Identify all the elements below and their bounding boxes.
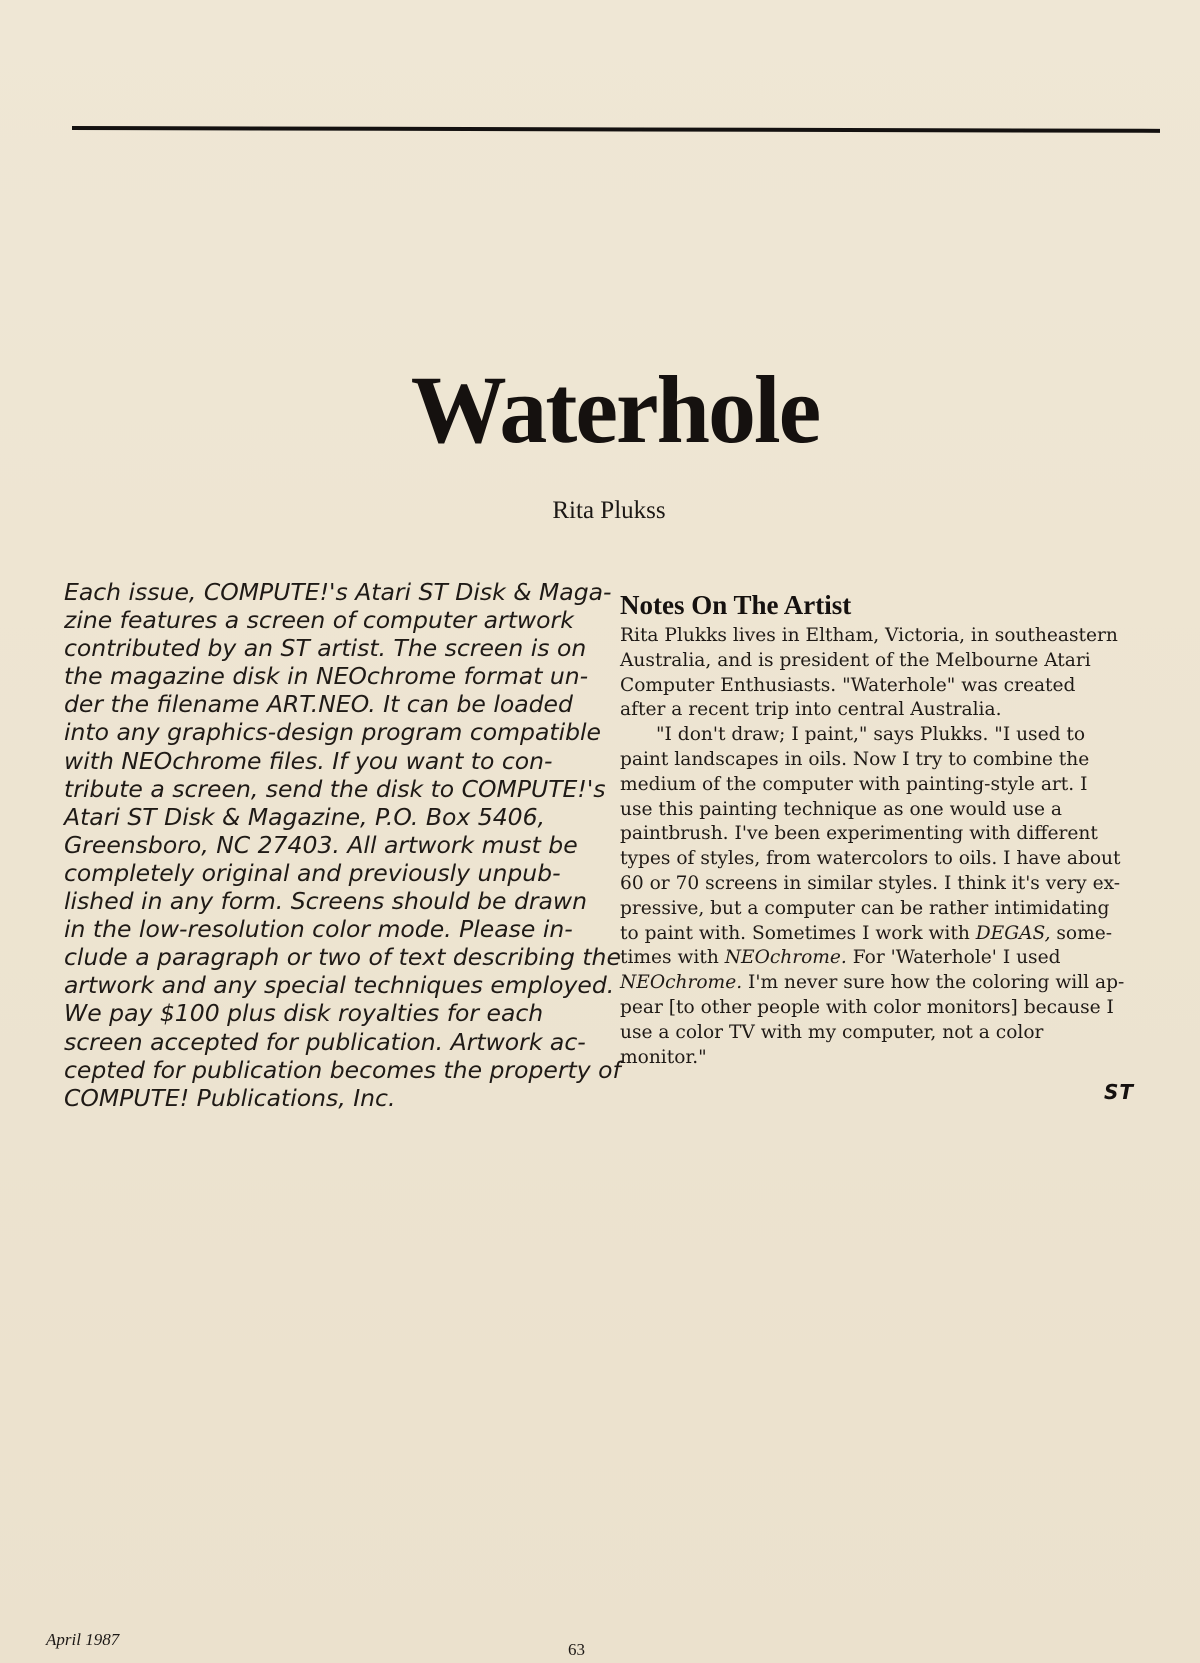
notes-line: paintbrush. I've been experimenting with different <box>620 823 1098 845</box>
article-byline: Rita Plukss <box>552 497 666 524</box>
notice-line: with NEOchrome files. If you want to con- <box>64 746 553 775</box>
header-rule <box>72 126 1160 133</box>
notes-line: Computer Enthusiasts. "Waterhole" was created <box>620 674 1076 696</box>
artist-notes <box>620 590 1140 1070</box>
notice-line: artwork and any special techniques employed. <box>64 971 615 1000</box>
notes-text: I'm never sure how the coloring will ap- <box>742 972 1125 994</box>
notice-line: Greensboro, NC 27403. All artwork must be <box>64 830 578 859</box>
notice-line: lished in any form. Screens should be drawn <box>64 887 588 916</box>
notes-line: types of styles, from watercolors to oils. I have about <box>620 848 1121 870</box>
notice-line: in the low-resolution color mode. Please in- <box>64 915 573 944</box>
notes-line: after a recent trip into central Australia. <box>620 699 1002 721</box>
notice-line: We pay $100 plus disk royalties for each <box>64 999 544 1028</box>
notice-line: Each issue, COMPUTE!'s Atari ST Disk & Maga- <box>64 578 612 606</box>
notes-line: monitor." <box>620 1046 707 1068</box>
notice-line: into any graphics-design program compatible <box>64 718 602 747</box>
notice-line: contributed by an ST artist. The screen is on <box>64 634 587 663</box>
artist-notes-body <box>620 624 1140 1070</box>
notes-line: pear [to other people with color monitors] because I <box>620 996 1114 1018</box>
notes-line: pressive, but a computer can be rather intimidating <box>620 897 1110 919</box>
notes-text: some- <box>1050 922 1113 944</box>
notice-line: Atari ST Disk & Magazine, P.O. Box 5406, <box>64 802 546 831</box>
notice-line: COMPUTE! Publications, Inc. <box>64 1083 396 1112</box>
notes-line: Australia, and is president of the Melbourne Atari <box>620 649 1091 671</box>
software-name-degas: DEGAS, <box>975 922 1051 944</box>
notice-line: zine features a screen of computer artwork <box>64 606 574 635</box>
page-number: 63 <box>568 1640 585 1659</box>
end-mark-st-logo: ST <box>1104 1080 1135 1104</box>
notice-line: clude a paragraph or two of text describing the <box>64 943 621 972</box>
notice-line: completely original and previously unpub- <box>64 858 561 887</box>
software-name-neochrome: NEOchrome. <box>620 972 743 994</box>
notes-text: For 'Waterhole' I used <box>846 947 1061 969</box>
notes-line: use a color TV with my computer, not a color <box>620 1021 1044 1043</box>
notes-line <box>620 946 1140 971</box>
notice-line: cepted for publication becomes the property of <box>64 1055 621 1084</box>
notes-line <box>620 971 1140 996</box>
software-name-neochrome: NEOchrome. <box>724 947 847 969</box>
notes-line: "I don't draw; I paint," says Plukks. "I used to <box>656 724 1086 746</box>
notes-line: Rita Plukks lives in Eltham, Victoria, in southeastern <box>620 625 1118 646</box>
notes-line: medium of the computer with painting-style art. I <box>620 773 1088 795</box>
notice-line: screen accepted for publication. Artwork ac- <box>64 1027 586 1056</box>
submission-notice <box>64 578 621 1112</box>
notice-line: der the filename ART.NEO. It can be loaded <box>64 690 573 719</box>
notice-line: tribute a screen, send the disk to COMPUTE!'s <box>64 774 606 803</box>
notes-line <box>620 922 1140 947</box>
notes-line: paint landscapes in oils. Now I try to combine the <box>620 748 1090 770</box>
article-title: Waterhole <box>410 356 820 463</box>
notes-text: to paint with. Sometimes I work with <box>620 922 976 944</box>
notice-line: the magazine disk in NEOchrome format un- <box>64 662 589 691</box>
notes-line: use this painting technique as one would use a <box>620 798 1062 820</box>
section-heading: Notes On The Artist <box>620 590 852 620</box>
notes-line: 60 or 70 screens in similar styles. I think it's very ex- <box>620 872 1121 894</box>
issue-date: April 1987 <box>46 1630 120 1649</box>
notes-text: times with <box>620 947 725 969</box>
